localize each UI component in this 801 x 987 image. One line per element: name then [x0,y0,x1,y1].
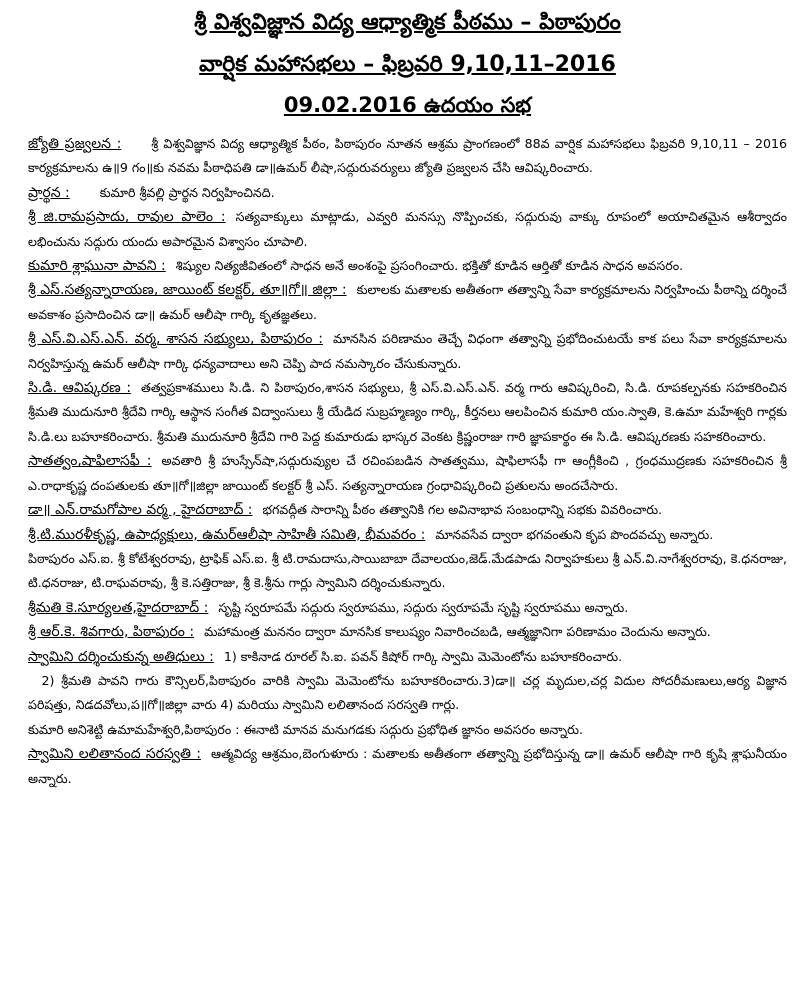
paragraph-heading: శ్రీమతి కె.సూర్యలత,హైదరాబాద్ : [28,599,209,616]
paragraph-text: సృష్టి స్వరూపమే సద్గురు స్వరూపము, సద్గురు స్వరూపమే సృష్టి స్వరూపము అన్నారు. [218,599,629,615]
paragraph-text: శ్రీ విశ్వవిజ్ఞాన విద్య ఆధ్యాత్మిక పీఠం, పిఠాపురం నూతన ఆశ్రమ ప్రాంగణంలో 88వ వార్షిక మహాసభలు ఫిబ్రవరి 9,10,11 – 2016 కార్యక్రమాలను ఉ॥9 గం॥కు నవమ పీఠాధిపతి డా॥ఉమర్ లీషా,సద్గురువర్యులు జ్యోతి ప్రజ్వలన చేసి ఆవిష్కరించారు. [28,136,787,176]
paragraph-book-release [28,449,787,498]
paragraph-umamaheswari [28,718,787,742]
paragraph-lalithananda [28,742,787,791]
paragraph-heading: స్వామిని దర్శించుకున్న అతిధులు : [28,648,214,665]
paragraph-text: 2) శ్రీమతి పావని గారు కౌన్సిలర్,పిఠాపురం వారికి స్వామి మెమెంటోను బహూకరించారు.3)డా॥ చర్ల మృదుల,చర్ల విదుల సోదరీమణులు,ఆర్య విజ్ఞాన పరిషత్తు, నిడదవోలు,ప॥గో॥జిల్లా వారు 4) మరియు స్వామిని లలితానంద సరస్వతి గార్లు. [28,672,787,713]
paragraph-pavani [28,254,787,278]
paragraph-prarthana [28,181,787,205]
paragraph-muralikrishna [28,523,787,547]
paragraph-cd-release [28,376,787,449]
paragraph-heading: ప్రార్థన : [28,184,70,201]
paragraph-text: కుమారి అనిశెట్టి ఉమామహేశ్వరి,పిఠాపురం : ఈనాటి మానవ మనుగడకు సద్గురు ప్రభోధిత జ్ఞానం అవసరం అన్నారు. [28,721,583,737]
title-line-2: వార్షిక మహాసభలు – ఫిబ్రవరి 9,10,11–2016 [199,52,616,77]
paragraph-jyothi [28,132,787,181]
paragraph-ramaprasadu [28,205,787,254]
paragraph-guests-continued [28,669,787,718]
paragraph-suryalatha [28,596,787,620]
paragraph-text: తత్వప్రకాశములు సి.డి. ని పిఠాపురం,శాసన సభ్యులు, శ్రీ ఎస్.వి.ఎస్.ఎన్. వర్మ గారు ఆవిష్కరించి, సి.డి. రూపకల్పనకు సహకరించిన శ్రీమతి ముదునూరి శ్రీదేవి గార్కి ఆస్థాన సంగీత విద్వాంసులు శ్రీ యేడిద సుబ్రహ్మణ్యం గార్కి, కీర్తనలు ఆలపించిన కుమారి యం.స్వాతి, కె.ఉమా మహేశ్వరి గార్లకు సి.డి.లు బహూకరించారు. శ్రీమతి ముదునూరి శ్రీదేవి గారి పెద్ద కుమారుడు భాస్కర వెంకట క్రిష్ణంరాజు గారి జ్ఞాపకార్థం ఈ సి.డి. ఆవిష్కరణకు సహకరించారు. [28,380,787,444]
paragraph-text: సత్యవాక్కులు మాట్లాడు, ఎవ్వరి మనస్సు నొప్పించకు, సద్గురువు వాక్కు రూపంలో అయాచితమైన ఆశీర్వాదం లభించును సద్గురు యందు అపారమైన విశ్వాసం చూపాలి. [28,209,788,249]
paragraph-text: మానవసేవ ద్వారా భగవంతుని కృప పొందవచ్చు అన్నారు. [435,526,714,542]
paragraph-heading: డా॥ ఎన్.రామగోపాల వర్మ , హైదరాబాద్ : [28,502,253,519]
paragraph-heading: సాతత్వం,షాఫిలాసఫీ : [28,453,152,470]
title-line-3: 09.02.2016 ఉదయం సభ [283,93,532,117]
paragraph-siva [28,620,787,644]
paragraph-heading: శ్రీ.టి.మురళీకృష్ణ, ఉపాధ్యక్షులు, ఉమర్ఆలీషా సాహితీ సమితి, భీమవరం : [28,526,426,543]
paragraph-text: కుమారి శ్రీవల్లి ప్రార్థన నిర్వహించినది. [99,184,275,200]
paragraph-text: ఆత్మవిద్య ఆశ్రమం,బెంగుళూరు : మతాలకు అతీతంగా తత్వాన్ని ప్రభోదిస్తున్న డా॥ ఉమర్ ఆలీషా గారి కృషి శ్లాఘనీయం అన్నారు. [28,746,787,786]
paragraph-heading: సి.డి. ఆవిష్కరణ : [28,380,132,397]
paragraph-heading: కుమారి శ్లాఘునా పావని : [28,258,166,275]
paragraph-text: కులాలకు మతాలకు అతీతంగా తత్వాన్ని సేవా కార్యక్రమాలను నిర్వహించు పీఠాన్ని దర్శించే అవకాశం ప్రసాదించిన డా॥ ఉమర్ ఆలీషా గార్కి కృతజ్ఞతలు. [28,282,788,322]
paragraph-text: మహామంత్ర మననం ద్వారా మానసిక కాలుష్యం నివారించబడి, ఆత్మజ్ఞానిగా పరిణామం చెందును అన్నారు. [204,624,711,640]
paragraph-heading: శ్రీ ఎస్.వి.ఎస్.ఎన్. వర్మ, శాసన సభ్యులు, పిఠాపురం : [28,331,323,348]
paragraph-collector [28,278,787,327]
paragraph-visitors [28,547,787,596]
title-line-1: శ్రీ విశ్వవిజ్ఞాన విద్య ఆధ్యాత్మిక పీఠము – పిఠాపురం [194,10,621,35]
paragraph-text: అవతారి శ్రీ హుస్సేన్‌షా,సద్గురువ్యుల చే రచింపబడిన సాతత్వము, షాఫిలాసఫీ గా ఆంగ్లీకించి , గ్రంధముద్రణకు సహకరించిన శ్రీ ఎ.రాధాకృష్ణ దంపతులకు తూ॥గో॥జిల్లా జాయింట్ కలక్టర్ శ్రీ ఎస్. సత్యన్నారాయణ గ్రంధావిష్కరించి ప్రతులను అందచేసారు. [28,453,787,493]
paragraph-heading: శ్రీ ఆర్.కె. శివగారు, పిఠాపురం : [28,624,195,641]
paragraph-ramagopala [28,498,787,522]
paragraph-text: పిఠాపురం ఎస్.ఐ. శ్రీ కోటేశ్వరరావు, ట్రాఫిక్ ఎస్.ఐ. శ్రీ టి.రామదాసు,సాయిబాబా దేవాలయం,జెడ్.మేడపాడు నిర్వాహకులు శ్రీ ఎన్.వి.నాగేశ్వరరావు, కె.ధనరాజు, టి.ధనరాజు, టి.రాఘవరావు, శ్రీ కె.సత్తిరాజు, శ్రీ కె.శ్రీను గార్లు స్వామిని దర్శించుకున్నారు. [28,550,787,591]
paragraph-text: 1) కాకినాడ రూరల్ సి.ఐ. పవన్ కిషోర్ గార్కి స్వామి మెమెంటోను బహూకరించారు. [223,648,623,664]
paragraph-varma [28,327,787,376]
paragraph-text: భగవద్గీత సారాన్ని పీఠం తత్వానికి గల అవినాభావ సంబంధాన్ని సభకు వివరించారు. [262,502,663,518]
paragraph-heading: స్వామిని లలితానంద సరస్వతి : [28,746,201,763]
paragraph-guests [28,645,787,669]
paragraph-text: శిష్యుల నిత్యజీవితంలో సాధన అనే అంశంపై ప్రసంగించారు. భక్తితో కూడిన ఆర్తితో కూడిన సాధన అవసరం. [175,258,684,274]
paragraph-heading: జ్యోతి ప్రజ్వలన : [28,136,122,152]
document-body [28,132,787,791]
paragraph-heading: శ్రీ జి.రామప్రసాదు, రావుల పాలెం : [28,209,226,226]
paragraph-text: మానసిన పరిణామం తెచ్చే విధంగా తత్వాన్ని ప్రభోదించుటయే కాక పలు సేవా కార్యక్రమాలను నిర్వహిస్తున్న ఉమర్ ఆలీషా గార్కి ధన్యవాదాలు అని చెప్పి పాద నమస్కారం చేసుకున్నారు. [28,331,787,371]
paragraph-heading: శ్రీ ఎస్.సత్యన్నారాయణ, జాయింట్ కలక్టర్, తూ॥గో॥ జిల్లా : [28,282,347,299]
